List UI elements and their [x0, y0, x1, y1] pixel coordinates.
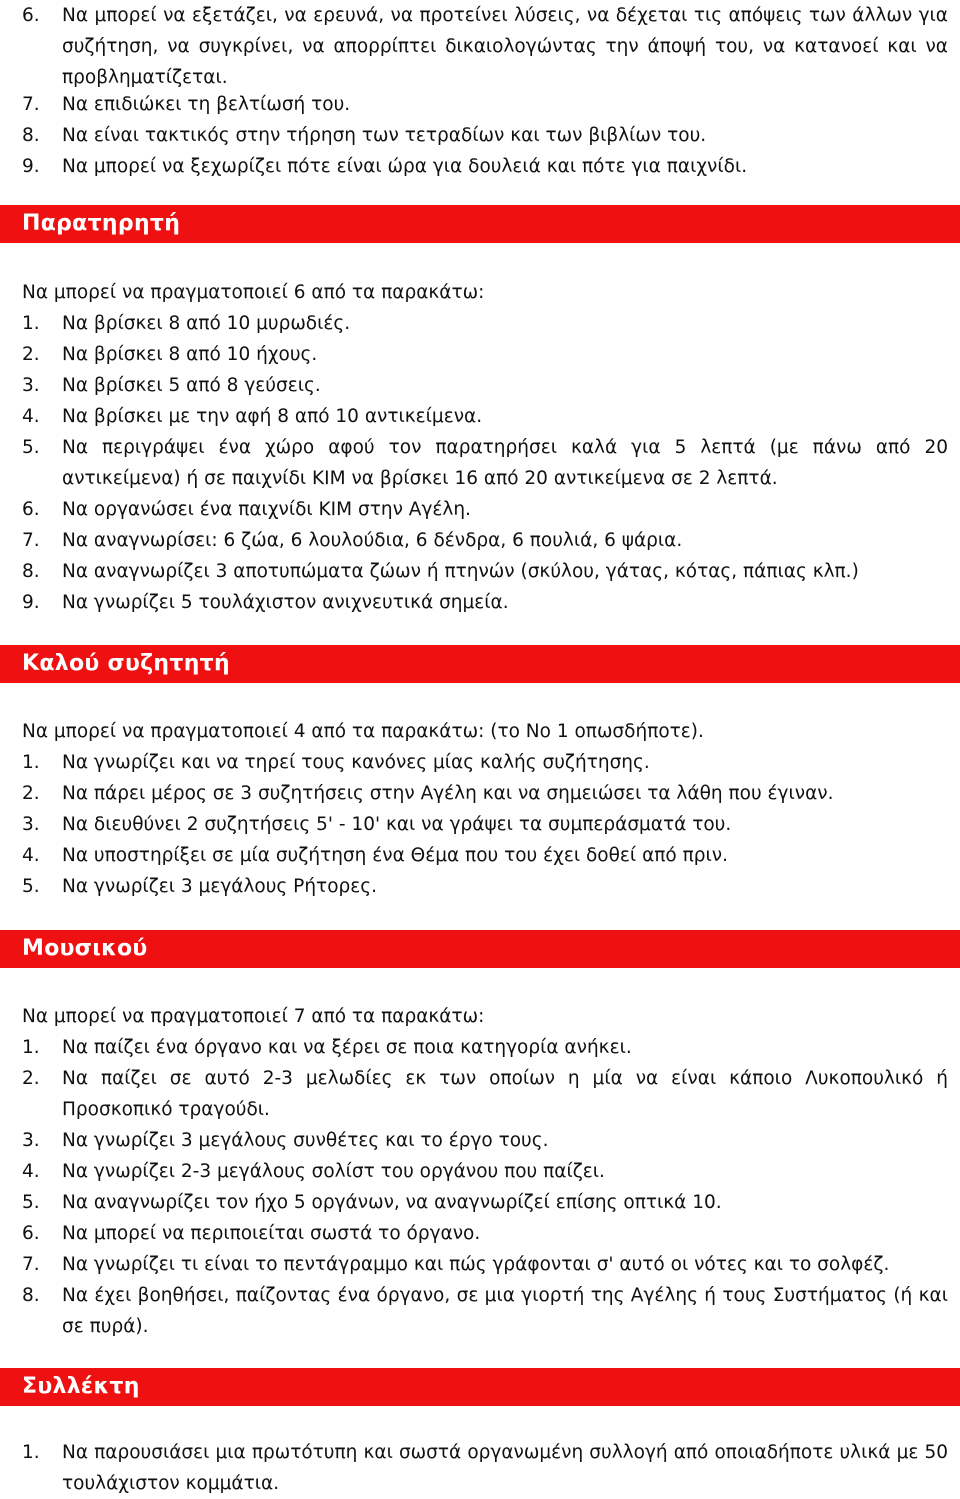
item-text: Να βρίσκει 8 από 10 ήχους.	[62, 344, 318, 365]
section-title: Μουσικού	[22, 936, 148, 961]
section-header-debater	[0, 645, 960, 683]
item-text: Να υποστηρίξει σε μία συζήτηση ένα Θέμα που του έχει δοθεί από πριν.	[62, 845, 728, 866]
item-number: 2.	[22, 1068, 40, 1089]
item-number: 3.	[22, 814, 40, 835]
item-number: 1.	[22, 313, 40, 334]
item-text: Να αναγνωρίσει: 6 ζώα, 6 λουλούδια, 6 δένδρα, 6 πουλιά, 6 ψάρια.	[62, 530, 683, 551]
item-text: Να γνωρίζει 3 μεγάλους συνθέτες και το έργο τους.	[62, 1130, 549, 1151]
item-text: Να παρουσιάσει μια πρωτότυπη και σωστά οργανωμένη συλλογή από οποιαδήποτε υλικά με 50 τουλάχιστον κομμάτια.	[62, 1442, 948, 1494]
item-text: Να βρίσκει 5 από 8 γεύσεις.	[62, 375, 321, 396]
item-number: 6.	[22, 499, 40, 520]
section-title: Συλλέκτη	[22, 1374, 140, 1399]
item-number: 6.	[22, 5, 40, 26]
item-text: Να βρίσκει με την αφή 8 από 10 αντικείμενα.	[62, 406, 483, 427]
item-text: Να διευθύνει 2 συζητήσεις 5' - 10' και να γράψει τα συμπεράσματά του.	[62, 814, 732, 835]
item-number: 3.	[22, 1130, 40, 1151]
item-number: 4.	[22, 1161, 40, 1182]
section-header-musician	[0, 930, 960, 968]
item-number: 9.	[22, 156, 40, 177]
item-number: 6.	[22, 1223, 40, 1244]
item-text: Να αναγνωρίζει τον ήχο 5 οργάνων, να αναγνωρίζεί επίσης οπτικά 10.	[62, 1192, 722, 1213]
item-text: Να παίζει ένα όργανο και να ξέρει σε ποια κατηγορία ανήκει.	[62, 1037, 632, 1058]
item-number: 5.	[22, 437, 40, 458]
item-text: Να γνωρίζει 5 τουλάχιστον ανιχνευτικά σημεία.	[62, 592, 509, 613]
item-number: 7.	[22, 1254, 40, 1275]
item-text: Να βρίσκει 8 από 10 μυρωδιές.	[62, 313, 351, 334]
item-number: 1.	[22, 1442, 40, 1463]
item-number: 1.	[22, 752, 40, 773]
item-number: 3.	[22, 375, 40, 396]
item-text: Να είναι τακτικός στην τήρηση των τετραδίων και των βιβλίων του.	[62, 125, 707, 146]
item-number: 5.	[22, 1192, 40, 1213]
item-text: Να παίζει σε αυτό 2-3 μελωδίες εκ των οποίων η μία να είναι κάποιο Λυκοπουλικό ή Προσκοπικό τραγούδι.	[62, 1068, 948, 1120]
item-number: 2.	[22, 783, 40, 804]
item-text: Να γνωρίζει 2-3 μεγάλους σολίστ του οργάνου που παίζει.	[62, 1161, 605, 1182]
section-title: Καλού συζητητή	[22, 651, 230, 676]
item-number: 9.	[22, 592, 40, 613]
item-number: 2.	[22, 344, 40, 365]
item-text: Να περιγράψει ένα χώρο αφού τον παρατηρήσει καλά για 5 λεπτά (με πάνω από 20 αντικείμενα) ή σε παιχνίδι ΚΙΜ να βρίσκει 16 από 20 αντικείμενα σε 2 λεπτά.	[62, 437, 948, 489]
item-number: 5.	[22, 876, 40, 897]
item-number: 8.	[22, 125, 40, 146]
item-text: Να οργανώσει ένα παιχνίδι ΚΙΜ στην Αγέλη.	[62, 499, 471, 520]
item-text: Να γνωρίζει και να τηρεί τους κανόνες μίας καλής συζήτησης.	[62, 752, 650, 773]
item-text: Να μπορεί να περιποιείται σωστά το όργανο.	[62, 1223, 481, 1244]
item-text: Να μπορεί να εξετάζει, να ερευνά, να προτείνει λύσεις, να δέχεται τις απόψεις των άλλων για συζήτηση, να συγκρίνει, να απορρίπτει δικαιολογώντας την άποψή του, να κατανοεί και να προβληματίζεται.	[62, 5, 948, 88]
item-text: Να έχει βοηθήσει, παίζοντας ένα όργανο, σε μια γιορτή της Αγέλης ή τους Συστήματος (ή και σε πυρά).	[62, 1285, 948, 1337]
item-text: Να πάρει μέρος σε 3 συζητήσεις στην Αγέλη και να σημειώσει τα λάθη που έγιναν.	[62, 783, 834, 804]
section-lead: Να μπορεί να πραγματοποιεί 7 από τα παρακάτω:	[22, 1006, 485, 1027]
item-text: Να γνωρίζει τι είναι το πεντάγραμμο και πώς γράφονται σ' αυτό οι νότες και το σολφέζ.	[62, 1254, 890, 1275]
item-number: 4.	[22, 845, 40, 866]
item-number: 1.	[22, 1037, 40, 1058]
item-number: 8.	[22, 561, 40, 582]
section-lead: Να μπορεί να πραγματοποιεί 6 από τα παρακάτω:	[22, 282, 485, 303]
item-number: 4.	[22, 406, 40, 427]
section-header-observer	[0, 205, 960, 243]
item-number: 8.	[22, 1285, 40, 1306]
item-number: 7.	[22, 530, 40, 551]
item-text: Να αναγνωρίζει 3 αποτυπώματα ζώων ή πτηνών (σκύλου, γάτας, κότας, πάπιας κλπ.)	[62, 561, 859, 582]
item-text: Να μπορεί να ξεχωρίζει πότε είναι ώρα για δουλειά και πότε για παιχνίδι.	[62, 156, 748, 177]
section-header-collector	[0, 1368, 960, 1406]
item-number: 7.	[22, 94, 40, 115]
section-lead: Να μπορεί να πραγματοποιεί 4 από τα παρακάτω: (το Νο 1 οπωσδήποτε).	[22, 721, 704, 742]
item-text: Να γνωρίζει 3 μεγάλους Ρήτορες.	[62, 876, 377, 897]
section-title: Παρατηρητή	[22, 211, 181, 236]
item-text: Να επιδιώκει τη βελτίωσή του.	[62, 94, 351, 115]
